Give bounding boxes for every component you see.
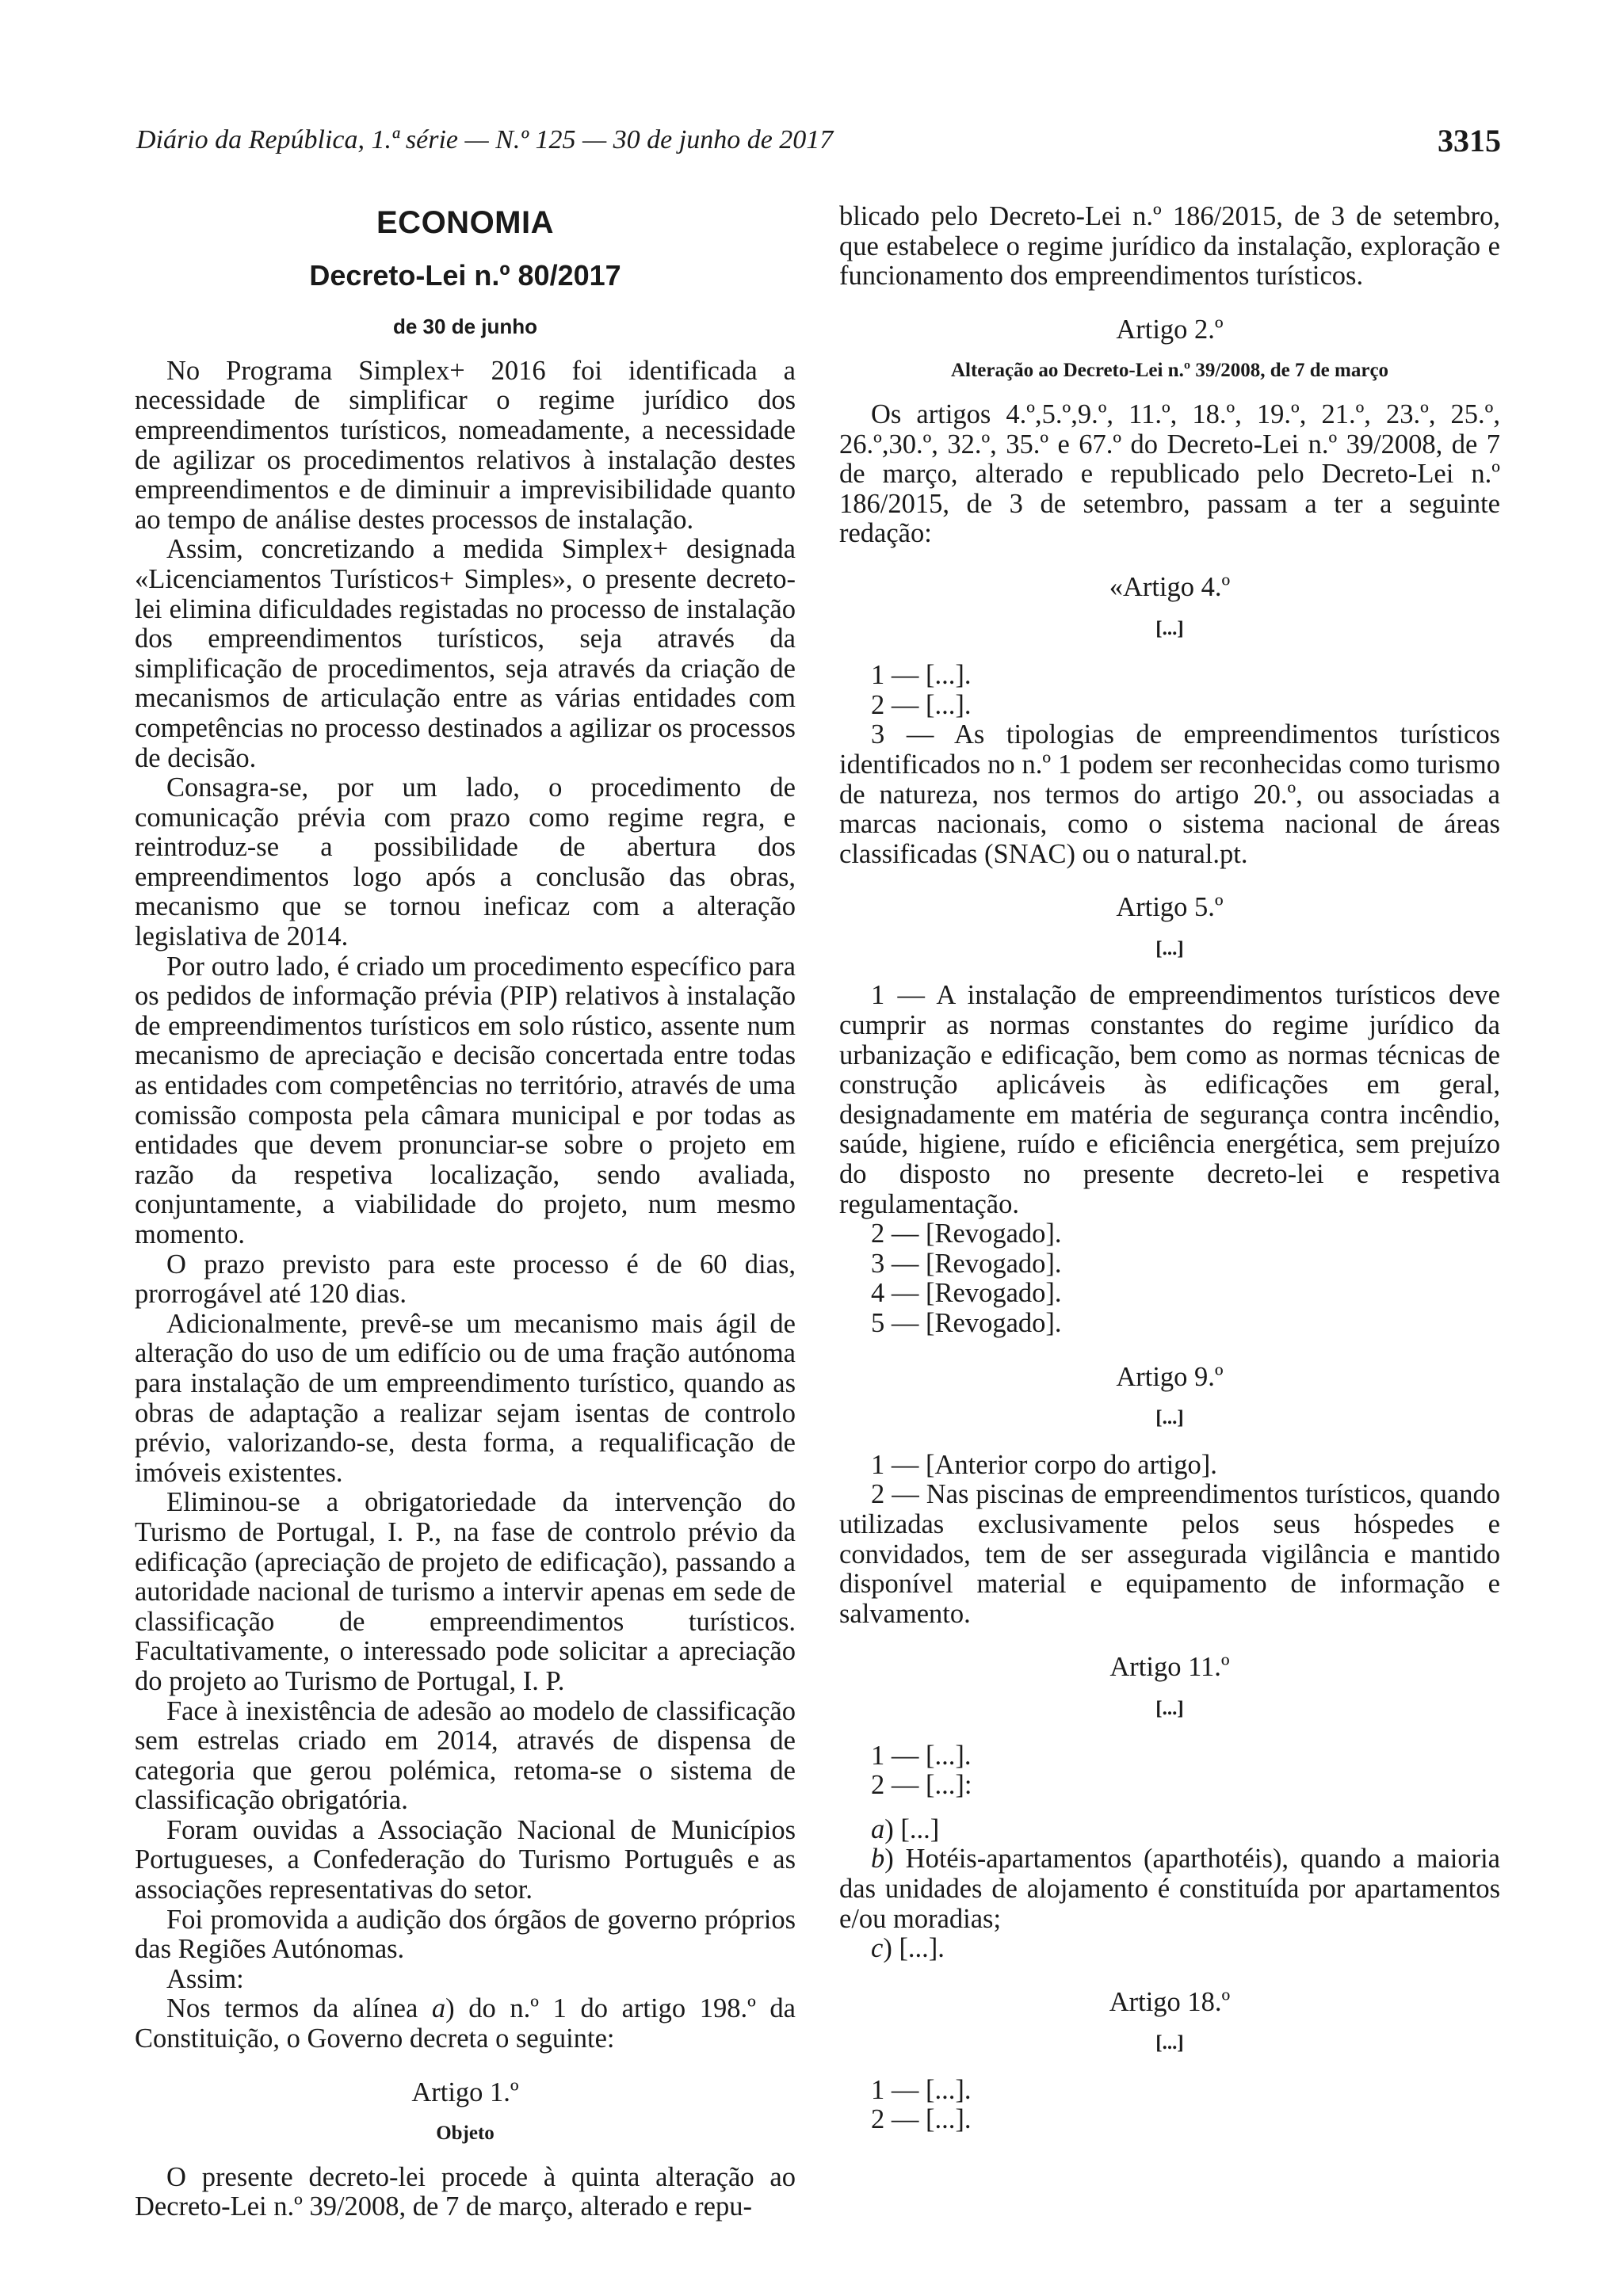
preamble-paragraph: Face à inexistência de adesão ao modelo de classificação sem estrelas criado em 2014, através de dispensa de categoria que gerou polémica, retoma-se o sistema de classificação obrigatória. (135, 1695, 796, 1816)
article-18-item: 1 — [...]. (871, 2074, 972, 2105)
article-5-item: 4 — [Revogado]. (871, 1278, 1062, 1309)
article-1-text: O presente decreto-lei procede à quinta alteração ao Decreto-Lei n.º 39/2008, de 7 de março, alterado e repu- (135, 2161, 796, 2222)
article-11-alinea: a) [...] (871, 1814, 940, 1844)
preamble-paragraph: Adicionalmente, prevê-se um mecanismo mais ágil de alteração do uso de um edifício ou de uma fração autónoma para instalação de um empreendimento turístico, quando as obras de adaptação a realizar sejam isentas de controlo prévio, valorizando-se, desta forma, a requalificação de imóveis existentes. (135, 1308, 796, 1488)
page-header (136, 125, 1501, 165)
article-2-subtitle: Alteração ao Decreto-Lei n.º 39/2008, de 7 de março (950, 360, 1389, 382)
article-1-continuation: blicado pelo Decreto-Lei n.º 186/2015, de 3 de setembro, que estabelece o regime jurídico da instalação, exploração e funcionamento dos empreendimentos turísticos. (839, 201, 1500, 292)
article-11-alinea: b) Hotéis-apartamentos (aparthotéis), quando a maioria das unidades de alojamento é constituída por apartamentos e/ou moradias; (839, 1844, 1500, 1934)
decree-date: de 30 de junho (392, 315, 538, 339)
preamble-paragraph: Por outro lado, é criado um procedimento específico para os pedidos de informação prévia (PIP) relativos à instalação de empreendimentos turísticos em solo rústico, assente num mecanismo de apreciação e decisão concertada entre todas as entidades com competências no território, através de uma comissão composta pela câmara municipal e por todas as entidades que devem pronunciar-se sobre o projeto em razão da respetiva localização, sendo avaliada, conjuntamente, a viabilidade do projeto, num mesmo momento. (135, 951, 796, 1249)
article-4-item: 2 — [...]. (871, 689, 972, 720)
article-11-alinea: c) [...]. (871, 1933, 945, 1964)
article-9-title: Artigo 9.º (1116, 1361, 1224, 1392)
section-title: ECONOMIA (376, 205, 554, 240)
article-2-title: Artigo 2.º (1116, 314, 1224, 345)
article-5-item: 1 — A instalação de empreendimentos turísticos deve cumprir as normas constantes do regime jurídico da urbanização e edificação, bem como as normas técnicas de construção aplicáveis às edificações em geral, designadamente em matéria de segurança contra incêndio, saúde, higiene, ruído e eficiência energética, sem prejuízo do disposto no presente decreto-lei e respetiva regulamentação. (839, 980, 1500, 1219)
preamble-paragraph: Assim, concretizando a medida Simplex+ designada «Licenciamentos Turísticos+ Simples», o presente decreto-lei elimina dificuldades registadas no processo de instalação dos empreendimentos turísticos, seja através da simplificação de procedimentos, seja através da criação de mecanismos de articulação entre as várias entidades com competências no processo destinados a agilizar os processos de decisão. (135, 534, 796, 773)
left-column (135, 202, 796, 2222)
article-18-epigraph: [...] (1155, 2032, 1184, 2054)
publication-title: Diário da República, 1.ª série — N.º 125 — 30 de junho de 2017 (136, 125, 834, 154)
article-11-title: Artigo 11.º (1109, 1652, 1230, 1683)
preamble-paragraph: No Programa Simplex+ 2016 foi identificada a necessidade de simplificar o regime jurídico dos empreendimentos turísticos, nomeadamente, a necessidade de agilizar os procedimentos relativos à instalação destes empreendimentos e de diminuir a imprevisibilidade quanto ao tempo de análise destes processos de instalação. (135, 355, 796, 535)
right-column (839, 202, 1500, 2135)
article-11-epigraph: [...] (1155, 1697, 1184, 1719)
article-5-epigraph: [...] (1155, 937, 1184, 959)
enacting-paragraph: Nos termos da alínea a) do n.º 1 do artigo 198.º da Constituição, o Governo decreta o seguinte: (135, 1993, 796, 2054)
page-number: 3315 (1438, 123, 1501, 158)
preamble-paragraph: O prazo previsto para este processo é de 60 dias, prorrogável até 120 dias. (135, 1249, 796, 1310)
preamble-paragraph: Eliminou-se a obrigatoriedade da intervenção do Turismo de Portugal, I. P., na fase de controlo prévio da edificação (apreciação de projeto de edificação), passando a autoridade nacional de turismo a intervir apenas em sede de classificação de empreendimentos turísticos. Facultativamente, o interessado pode solicitar a apreciação do projeto ao Turismo de Portugal, I. P. (135, 1487, 796, 1696)
article-5-item: 2 — [Revogado]. (871, 1219, 1062, 1249)
article-18-title: Artigo 18.º (1109, 1986, 1231, 2017)
article-5-item: 5 — [Revogado]. (871, 1308, 1062, 1338)
preamble-paragraph: Foi promovida a audição dos órgãos de governo próprios das Regiões Autónomas. (135, 1904, 796, 1965)
article-4-item: 1 — [...]. (871, 660, 972, 691)
article-1-subtitle: Objeto (436, 2122, 495, 2145)
preamble-paragraph: Assim: (166, 1963, 244, 1994)
article-18-item: 2 — [...]. (871, 2104, 972, 2135)
article-2-text: Os artigos 4.º,5.º,9.º, 11.º, 18.º, 19.º, 21.º, 23.º, 25.º, 26.º,30.º, 32.º, 35.º e 67.º do Decreto-Lei n.º 39/2008, de 7 de março, alterado e republicado pelo Decreto-Lei n.º 186/2015, de 3 de setembro, passam a ter a seguinte redação: (839, 399, 1500, 549)
article-5-title: Artigo 5.º (1116, 892, 1224, 923)
article-5-item: 3 — [Revogado]. (871, 1248, 1062, 1279)
article-11-item: 1 — [...]. (871, 1740, 972, 1771)
article-9-item: 2 — Nas piscinas de empreendimentos turísticos, quando utilizadas exclusivamente pelos seus hóspedes e convidados, tem de ser assegurada vigilância e mantido disponível material e equipamento de informação e salvamento. (839, 1479, 1500, 1629)
article-4-epigraph: [...] (1155, 617, 1184, 639)
article-4-title: «Artigo 4.º (1109, 571, 1231, 602)
preamble-paragraph: Foram ouvidas a Associação Nacional de Municípios Portugueses, a Confederação do Turismo Português e as associações representativas do setor. (135, 1814, 796, 1905)
article-1-title: Artigo 1.º (411, 2077, 519, 2107)
decree-title: Decreto-Lei n.º 80/2017 (309, 258, 621, 292)
article-9-item: 1 — [Anterior corpo do artigo]. (871, 1449, 1217, 1480)
article-11-item: 2 — [...]: (871, 1770, 972, 1801)
article-9-epigraph: [...] (1155, 1407, 1184, 1429)
preamble-paragraph: Consagra-se, por um lado, o procedimento de comunicação prévia com prazo como regime regra, e reintroduz-se a possibilidade de abertura dos empreendimentos logo após a conclusão das obras, mecanismo que se tornou ineficaz com a alteração legislativa de 2014. (135, 772, 796, 952)
article-4-item: 3 — As tipologias de empreendimentos turísticos identificados no n.º 1 podem ser reconhecidas como turismo de natureza, nos termos do artigo 20.º, ou associadas a marcas nacionais, como o sistema nacional de áreas classificadas (SNAC) ou o natural.pt. (839, 719, 1500, 869)
